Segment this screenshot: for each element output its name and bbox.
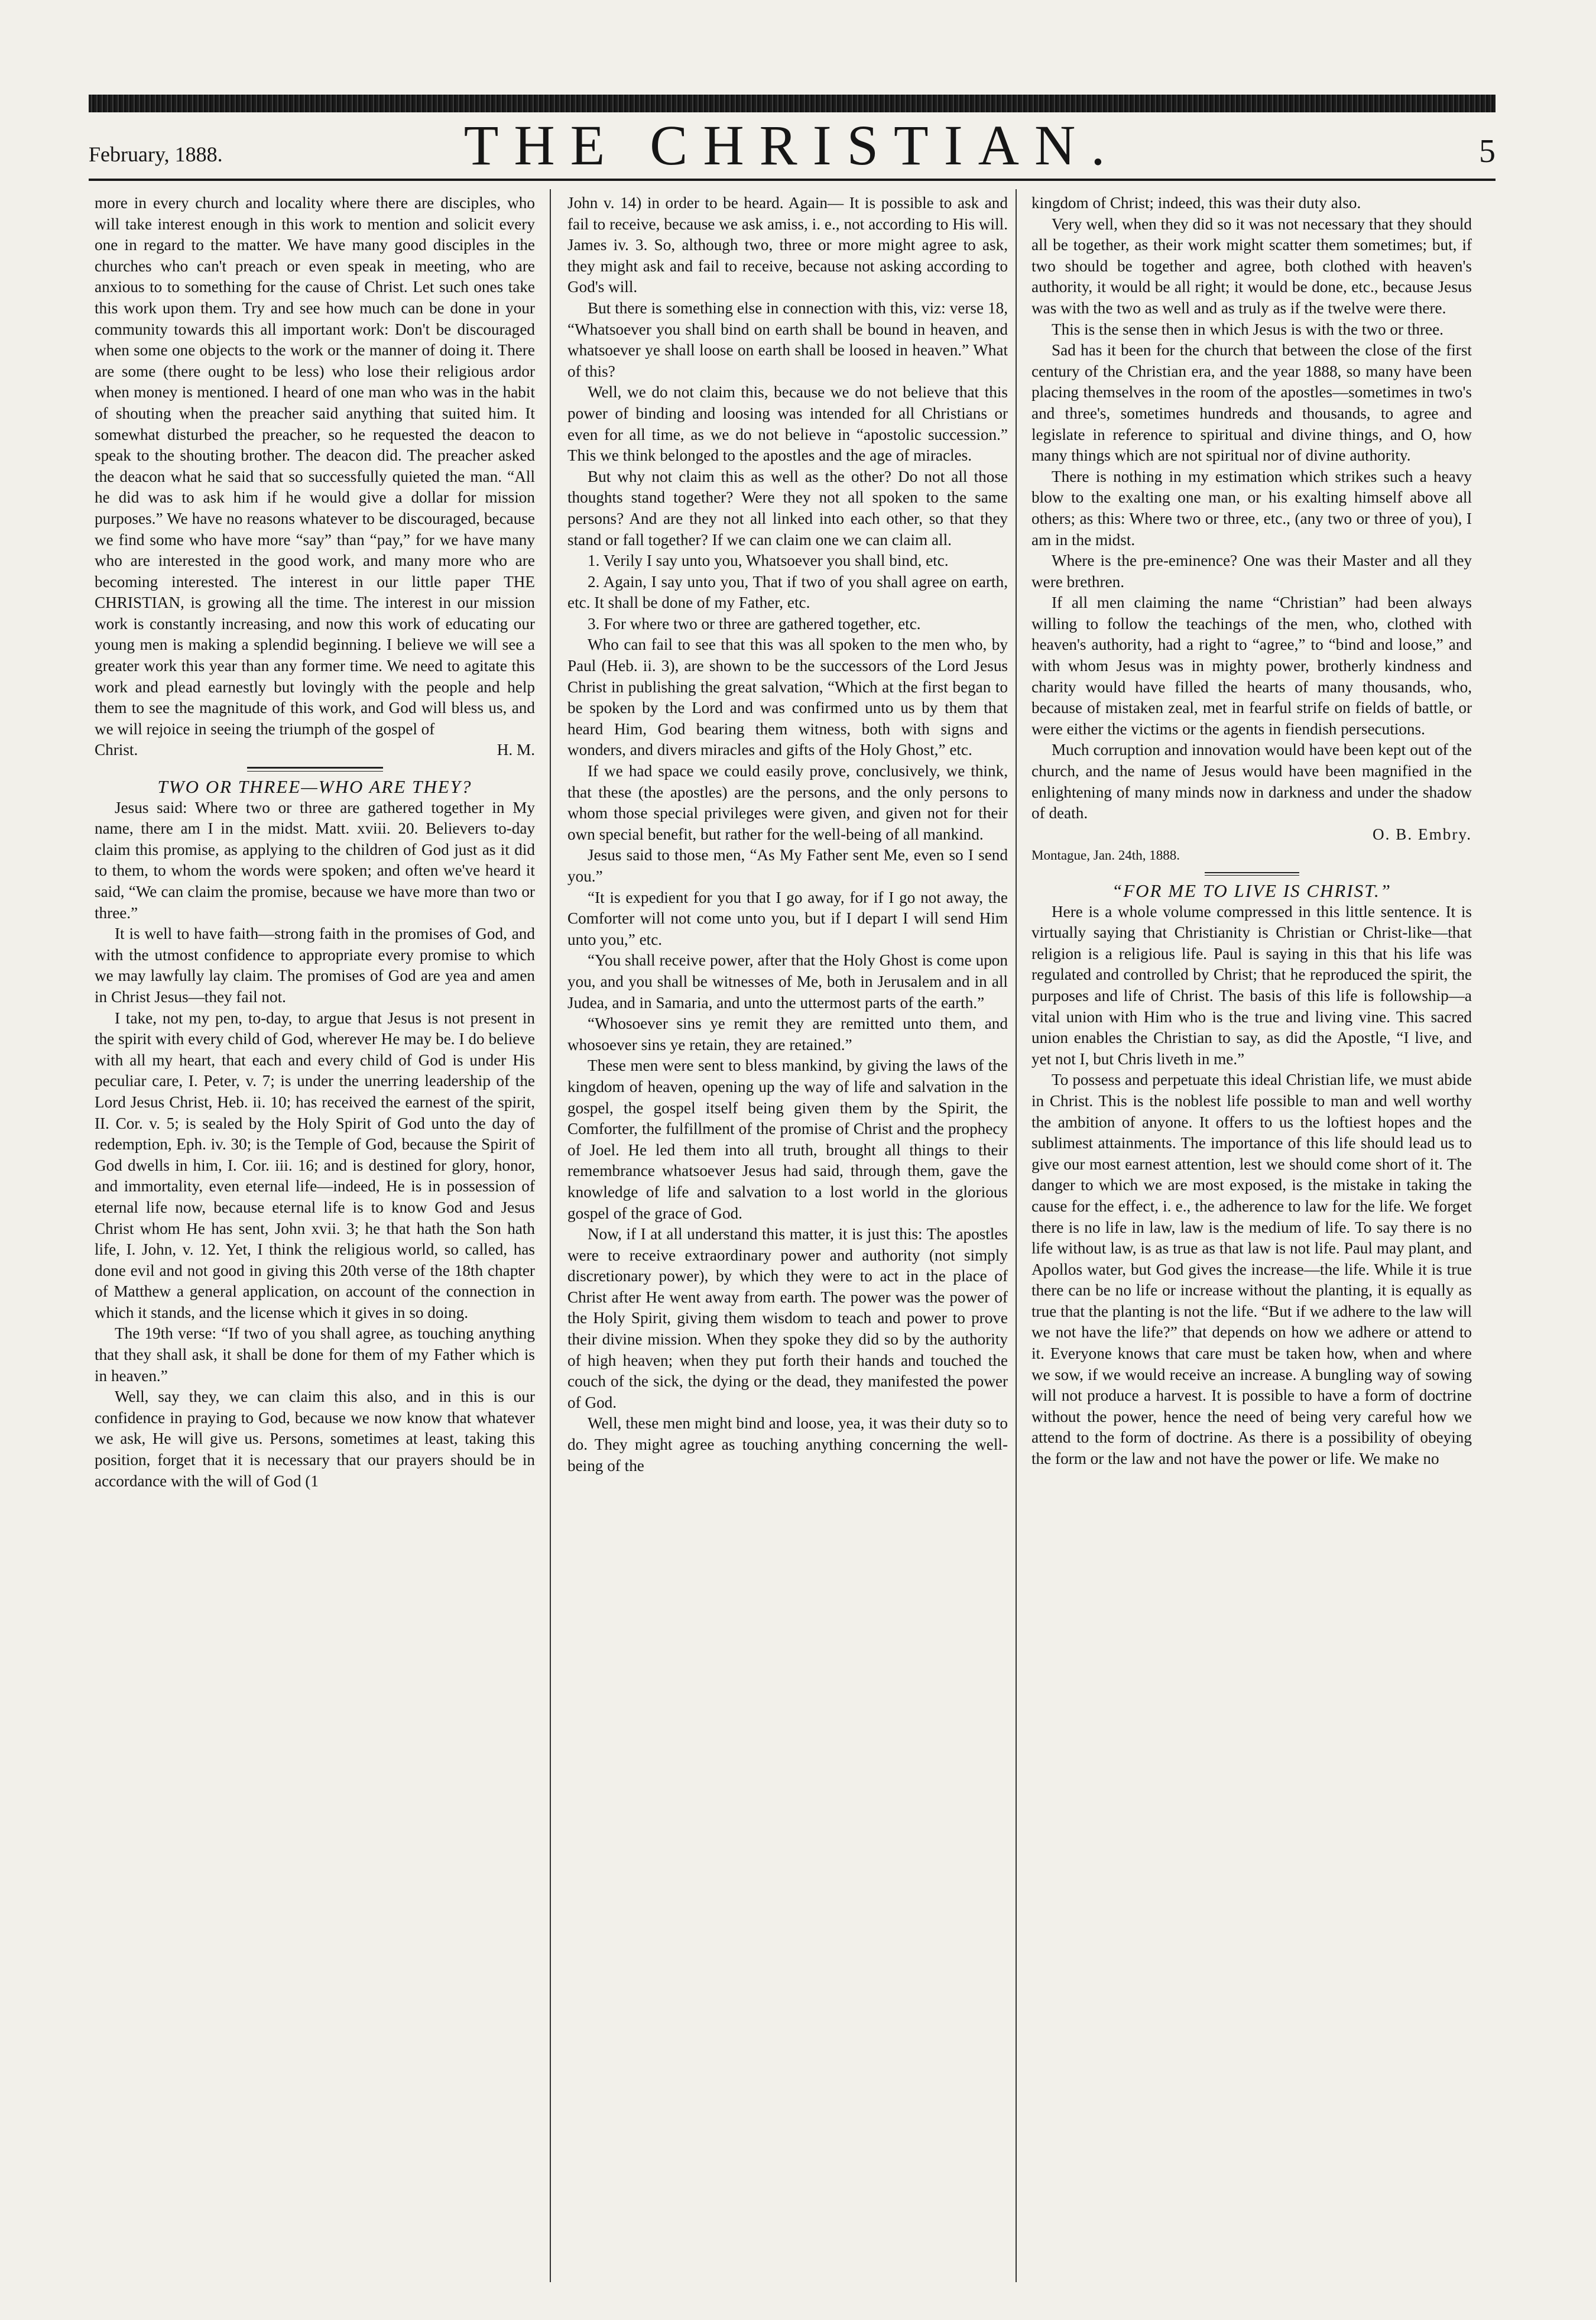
article-heading: TWO OR THREE—WHO ARE THEY? (157, 776, 472, 798)
article-paragraph: If we had space we could easily prove, conclusively, we think, that these (the apostles) are the persons, and the only persons to whom those special privileges were given, and given not for their own special benefit, but rather for the well-being of all mankind. (567, 762, 1008, 843)
article-paragraph: Well, we do not claim this, because we do not believe that this power of binding and loosing was intended for all Christians or even for all time, as we do not believe in “apostolic succession.” This we think belonged to the apostles and the age of miracles. (567, 383, 1008, 465)
article-paragraph: Here is a whole volume compressed in this little sentence. It is virtually saying that Christianity is Christian or Christ-like—that religion is a religious life. Paul is saying in this that his life was regulated and controlled by Christ; that he reproduced the spirit, the purposes and life of Christ. The basis of this life is followship—a vital union with Him who is the true and living vine. This sacred union enables the Christian to say, as did the Apostle, “I live, and yet not I, but Chris liveth in me.” (1031, 902, 1472, 1068)
article-paragraph: This is the sense then in which Jesus is with the two or three. (1052, 320, 1443, 338)
article-paragraph: It is well to have faith—strong faith in the promises of God, and with the utmost confidence to appropriate every promise to which we may lawfully lay claim. The promises of God are yea and amen in Christ Jesus—they fail not. (95, 925, 535, 1006)
masthead-rule (89, 179, 1496, 181)
article-paragraph: But there is something else in connection with this, viz: verse 18, “Whatsoever you shall bind on earth shall be bound in heaven, and whatsoever ye shall loose on earth shall be loosed in heaven.” What of this? (567, 299, 1008, 380)
article-paragraph: These men were sent to bless mankind, by giving the laws of the kingdom of heaven, opening up the way of life and salvation in the gospel, the gospel itself being given them by the Spirit, the Comforter, the fulfillment of the promise of Christ and the prophecy of Joel. He led them into all truth, brought all things to their remembrance whatsoever Jesus had said, through them, gave the knowledge of life and salvation to a lost world in the glorious gospel of the grace of God. (567, 1057, 1008, 1222)
article-paragraph: Jesus said to those men, “As My Father sent Me, even so I send you.” (567, 846, 1008, 885)
column-2 (567, 193, 1008, 2274)
issue-date: February, 1888. (89, 142, 223, 166)
article-paragraph: more in every church and locality where there are disciples, who will take interest enough in this work to mention and solicit every one in regard to the matter. We have many good disciples in the churches who can't preach or even speak in meeting, who are anxious to to something for the cause of Christ. Let such ones take this work upon them. Try and see how much can be done in your community towards this all important work: Don't be discouraged when some one objects to the work or the manner of doing it. There are some (there ought to be less) who lose their religious ardor when money is mentioned. I heard of one man who was in the habit of shouting when the preacher said anything that suited him. It somewhat disturbed the preacher, so he requested the deacon to speak to the shouting brother. The deacon did. The preacher asked the deacon what he said that so successfully quieted the man. “All he did was to ask him if he would give a dollar for mission purposes.” We have no reasons whatever to be discouraged, because we find some who have more “say” than “pay,” for we have many who are interested in the good work, and many more who are becoming interested. The interest in our little paper THE CHRISTIAN, is growing all the time. The interest in our mission work is constantly increasing, and now this work of educating our young men is making a splendid beginning. I believe we will see a greater work this year than any former time. We need to agitate this work and plead earnestly but lovingly with the people and help them to see the magnitude of this work, and God will bless us, and we will rejoice in seeing the triumph of the gospel of (95, 194, 535, 738)
article-paragraph: Now, if I at all understand this matter, it is just this: The apostles were to receive extraordinary power and authority (not simply discretionary power), by which they were to act in the place of Christ after He went away from earth. The power was the power of the Holy Spirit, giving them wisdom to teach and power to prove their divine mission. When they spoke they did so by the authority of high heaven; when they put forth their hands and touched the couch of the sick, the dying or the dead, they manifested the power of God. (567, 1225, 1008, 1411)
article-paragraph: Well, say they, we can claim this also, and in this is our confidence in praying to God, because we now know that whatever we ask, He will give us. Persons, sometimes at least, taking this position, forget that it is necessary that our prayers should be in accordance with the will of God (1 (95, 1388, 535, 1490)
article-paragraph: Very well, when they did so it was not necessary that they should all be together, as their work might scatter them sometimes; but, if two should be together and agree, both clothed with heaven's authority, it would be all right; it would be done, etc., because Jesus was with the two as well and as truly as if the twelve were there. (1031, 215, 1472, 317)
masthead-decorative-band (89, 95, 1496, 112)
section-separator (1205, 872, 1299, 876)
column-1 (95, 193, 535, 2274)
column-divider (550, 189, 551, 2282)
section-separator (247, 767, 383, 772)
article-paragraph: Jesus said: Where two or three are gathered together in My name, there am I in the midst. Matt. xviii. 20. Believers to-day claim this promise, as applying to the children of God just as it did to them, to whom the words were spoken; and often we've heard it said, “We can claim the promise, because we have more than two or three.” (95, 798, 535, 922)
signature-line (95, 740, 535, 761)
article-paragraph: Much corruption and innovation would have been kept out of the church, and the name of Jesus would have been magnified in the enlightening of many minds now in darkness and under the shadow of death. (1031, 741, 1472, 822)
closing-word: Christ. (95, 741, 138, 759)
article-paragraph: I take, not my pen, to-day, to argue that Jesus is not present in the spirit with every child of God, wherever He may be. I do believe with all my heart, that each and every child of God is under His peculiar care, I. Peter, v. 7; is under the unerring leadership of the Lord Jesus Christ, Heb. ii. 10; has received the earnest of the spirit, II. Cor. v. 5; is sealed by the Holy Spirit of God unto the day of redemption, Eph. iv. 30; is the Temple of God, because the Spirit of God dwells in him, I. Cor. iii. 16; and is destined for glory, honor, and immortality, even eternal life—indeed, He is in possession of eternal life now, because eternal life is to know God and Jesus Christ whom He has sent, John xvii. 3; he that hath the Son hath life, I. John, v. 12. Yet, I think the religious world, so called, has done evil and not good in giving this 20th verse of the 18th chapter of Matthew a general application, on account of the connection in which it stands, and the license which it gives in so doing. (95, 1009, 535, 1321)
dateline: Montague, Jan. 24th, 1888. (1031, 848, 1180, 863)
column-3 (1031, 193, 1472, 2274)
article-paragraph: John v. 14) in order to be heard. Again— It is possible to ask and fail to receive, because we ask amiss, i. e., not according to His will. James iv. 3. So, although two, three or more might agree to ask, they might ask and fail to receive, because not asking according to God's will. (567, 194, 1008, 296)
page-number: 5 (1479, 133, 1496, 170)
newspaper-title: THE CHRISTIAN. (463, 114, 1121, 177)
article-paragraph: 2. Again, I say unto you, That if two of you shall agree on earth, etc. It shall be done of my Father, etc. (567, 572, 1008, 612)
article-paragraph: But why not claim this as well as the other? Do not all those thoughts stand together? Were they not all spoken to the same persons? And are they not all linked into each other, so that they stand or fall together? If we can claim one we can claim all. (567, 467, 1008, 549)
article-paragraph: To possess and perpetuate this ideal Christian life, we must abide in Christ. This is the noblest life possible to man and well worthy the ambition of anyone. It offers to us the loftiest hopes and the sublimest attainments. The importance of this life should lead us to give our most earnest attention, lest we should come short of it. The danger to which we are most exposed, is the mistake in taking the cause for the effect, i. e., the adherence to law for the life. We forget there is no life in law, law is the medium of life. To say there is no life without law, is as true as that law is not life. Paul may plant, and Apollos water, but God gives the increase—the life. While it is true there can be no life or increase without the planting, it is equally as true that the planting is not the life. “But if we adhere to the law will we not have the life?” that depends on how we adhere or attend to it. Everyone knows that care must be taken how, when and where we sow, if we would receive an increase. A bungling way of sowing will not produce a harvest. It is possible to have a form of doctrine without the power, hence the need of being very careful how we attend to the form of doctrine. As there is a possibility of obeying the form or the law and not have the power or life. We make no (1031, 1071, 1472, 1468)
article-paragraph: The 19th verse: “If two of you shall agree, as touching anything that they shall ask, it shall be done for them of my Father which is in heaven.” (95, 1324, 535, 1385)
article-paragraph: kingdom of Christ; indeed, this was their duty also. (1031, 194, 1361, 212)
article-paragraph: “Whosoever sins ye remit they are remitted unto them, and whosoever sins ye retain, they are retained.” (567, 1015, 1008, 1054)
article-heading: “FOR ME TO LIVE IS CHRIST.” (1111, 880, 1392, 901)
article-paragraph: “It is expedient for you that I go away, for if I go not away, the Comforter will not come unto you, but if I depart I will send Him unto you,” etc. (567, 888, 1008, 948)
article-paragraph: “You shall receive power, after that the Holy Ghost is come upon you, and you shall be witnesses of Me, both in Jerusalem and in all Judea, and in Samaria, and unto the uttermost parts of the earth.” (567, 951, 1008, 1012)
article-paragraph: Well, these men might bind and loose, yea, it was their duty so to do. They might agree as touching anything concerning the well-being of the (567, 1414, 1008, 1475)
article-paragraph: 3. For where two or three are gathered together, etc. (588, 614, 921, 633)
article-paragraph: 1. Verily I say unto you, Whatsoever you shall bind, etc. (588, 552, 949, 570)
article-paragraph: If all men claiming the name “Christian” had been always willing to follow the teachings of the men, who, clothed with heaven's authority, had a right to “agree,” to “bind and loose,” and with whom Jesus was in mighty power, brotherly kindness and charity would have filled the hearts of many thousands, who, because of mistaken zeal, met in fearful strife on fields of battle, or were either the victims or the agents in fiendish persecutions. (1031, 594, 1472, 738)
article-paragraph: There is nothing in my estimation which strikes such a heavy blow to the exalting one man, or his exalting himself above all others; as this: Where two or three, etc., (any two or three of you), I am in the midst. (1031, 467, 1472, 549)
author-signature: O. B. Embry. (1373, 825, 1472, 843)
author-signature: H. M. (497, 741, 535, 759)
article-paragraph: Sad has it been for the church that between the close of the first century of the Christian era, and the year 1888, so many have been placing themselves in the room of the apostles—sometimes in two's and three's, sometimes hundreds and thousands, to agree and legislate in reference to spiritual and divine things, and O, how many things which are not spiritual nor of divine authority. (1031, 341, 1472, 465)
article-paragraph: Where is the pre-eminence? One was their Master and all they were brethren. (1031, 552, 1472, 591)
masthead (89, 116, 1496, 175)
article-paragraph: Who can fail to see that this was all spoken to the men who, by Paul (Heb. ii. 3), are shown to be the successors of the Lord Jesus Christ in publishing the great salvation, “Which at the first began to be spoken by the Lord and was confirmed unto us by them that heard Him, God bearing them witness, both with signs and wonders, and divers miracles and gifts of the Holy Ghost,” etc. (567, 636, 1008, 759)
column-divider (1016, 189, 1017, 2282)
